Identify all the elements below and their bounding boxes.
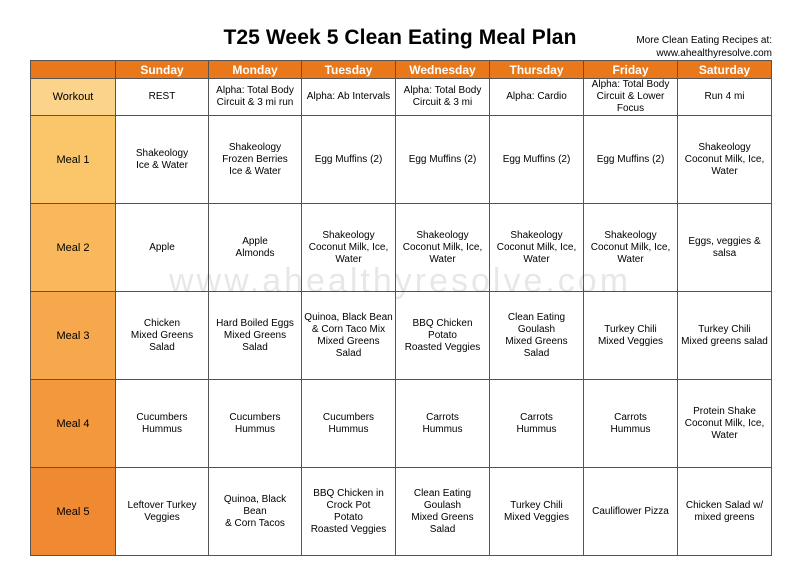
cell-line: Shakeology	[604, 229, 657, 241]
cell-line: Crock Pot	[326, 499, 371, 511]
plan-cell	[302, 292, 396, 380]
plan-cell	[678, 116, 772, 204]
cell-line: BBQ Chicken	[412, 317, 473, 329]
plan-cell	[490, 116, 584, 204]
cell-line: Carrots	[426, 411, 459, 423]
promo-url[interactable]: www.ahealthyresolve.com	[656, 48, 772, 59]
cell-line: Cucumbers	[136, 411, 188, 423]
plan-cell	[584, 468, 678, 556]
plan-cell	[584, 204, 678, 292]
row-label: Meal 3	[31, 292, 116, 380]
cell-line: Egg Muffins (2)	[502, 153, 571, 165]
cell-line: Hummus	[610, 423, 651, 435]
cell-line: Hummus	[516, 423, 557, 435]
plan-cell	[396, 292, 490, 380]
plan-cell	[396, 79, 490, 116]
plan-cell	[678, 468, 772, 556]
plan-cell	[209, 204, 302, 292]
cell-line: Mixed Veggies	[503, 511, 570, 523]
plan-cell	[678, 79, 772, 116]
cell-line: Coconut Milk, Ice,	[308, 241, 389, 253]
plan-cell	[209, 380, 302, 468]
cell-line: Turkey Chili	[510, 499, 563, 511]
plan-cell	[584, 116, 678, 204]
cell-line: Shakeology	[698, 141, 751, 153]
watermark: www.ahealthyresolve.com	[168, 262, 632, 300]
page-title: T25 Week 5 Clean Eating Meal Plan	[223, 26, 577, 49]
cell-line: Alpha: Total Body	[403, 85, 482, 96]
cell-line: Water	[711, 165, 738, 177]
plan-cell	[584, 292, 678, 380]
cell-line: Egg Muffins (2)	[314, 153, 383, 165]
cell-line: Mixed greens salad	[681, 335, 768, 347]
day-header: Thursday	[490, 61, 584, 79]
cell-line: Mixed Veggies	[597, 335, 664, 347]
cell-line: BBQ Chicken in	[313, 487, 384, 499]
row-label: Meal 2	[31, 204, 116, 292]
cell-line: Alpha: Total Body	[591, 79, 670, 90]
cell-line: Roasted Veggies	[310, 523, 387, 535]
cell-line: salsa	[712, 247, 737, 259]
cell-line: Shakeology	[510, 229, 563, 241]
cell-line: & Corn Taco Mix	[311, 323, 386, 335]
cell-line: Turkey Chili	[604, 323, 657, 335]
plan-cell	[302, 204, 396, 292]
cell-line: Coconut Milk, Ice,	[496, 241, 577, 253]
cell-line: Alpha: Total Body	[216, 85, 294, 96]
plan-cell	[584, 79, 678, 116]
corner-cell	[31, 61, 116, 79]
plan-cell	[116, 79, 209, 116]
cell-line: Mixed Greens Salad	[411, 511, 474, 535]
plan-cell	[678, 204, 772, 292]
cell-line: Potato	[428, 329, 457, 341]
cell-line: Coconut Milk, Ice,	[684, 417, 765, 429]
plan-cell	[209, 292, 302, 380]
plan-cell	[302, 79, 396, 116]
plan-cell	[116, 380, 209, 468]
cell-line: Mixed Greens Salad	[223, 329, 287, 353]
cell-line: Hummus	[141, 423, 182, 435]
day-header: Friday	[584, 61, 678, 79]
row-label: Meal 4	[31, 380, 116, 468]
plan-cell	[396, 468, 490, 556]
plan-cell	[116, 204, 209, 292]
day-header-row	[31, 61, 772, 79]
cell-line: Eggs, veggies &	[688, 235, 761, 247]
cell-line: Frozen Berries	[222, 153, 288, 165]
meal-plan-table	[30, 60, 772, 556]
cell-line: Alpha: Cardio	[506, 91, 567, 102]
cell-line: Shakeology	[228, 141, 282, 153]
cell-line: Veggies	[144, 511, 180, 523]
cell-line: Shakeology	[135, 147, 189, 159]
cell-line: Hummus	[328, 423, 369, 435]
cell-line: Alpha: Ab Intervals	[306, 91, 391, 102]
cell-line: Water	[429, 253, 456, 265]
meal-row	[31, 116, 772, 204]
day-header: Wednesday	[396, 61, 490, 79]
cell-line: Shakeology	[322, 229, 375, 241]
cell-line: Carrots	[520, 411, 553, 423]
cell-line: Clean Eating	[413, 487, 472, 499]
cell-line: Apple	[149, 241, 175, 253]
plan-cell	[490, 468, 584, 556]
cell-line: Water	[617, 253, 644, 265]
cell-line: Quinoa, Black Bean	[223, 493, 287, 517]
plan-cell	[116, 116, 209, 204]
cell-line: Carrots	[614, 411, 647, 423]
day-header: Saturday	[678, 61, 772, 79]
day-header: Tuesday	[302, 61, 396, 79]
cell-line: Hummus	[234, 423, 275, 435]
plan-cell	[302, 116, 396, 204]
meal-row	[31, 204, 772, 292]
plan-cell	[396, 116, 490, 204]
cell-line: Quinoa, Black Bean	[304, 311, 393, 323]
plan-cell	[209, 468, 302, 556]
cell-line: Ice & Water	[136, 159, 188, 171]
row-label: Workout	[31, 79, 116, 116]
cell-line: Hummus	[422, 423, 463, 435]
plan-cell	[490, 79, 584, 116]
meal-row	[31, 380, 772, 468]
cell-line: Circuit & Lower Focus	[596, 91, 665, 114]
cell-line: Run 4 mi	[704, 91, 745, 102]
cell-line: Mixed Greens Salad	[505, 335, 568, 359]
plan-cell	[396, 204, 490, 292]
promo-text	[636, 34, 772, 60]
plan-cell	[490, 292, 584, 380]
cell-line: Turkey Chili	[698, 323, 751, 335]
cell-line: Cauliflower Pizza	[592, 505, 669, 517]
plan-cell	[116, 468, 209, 556]
cell-line: Egg Muffins (2)	[596, 153, 665, 165]
cell-line: mixed greens	[694, 511, 755, 523]
plan-cell	[678, 380, 772, 468]
cell-line: Roasted Veggies	[404, 341, 481, 353]
cell-line: Circuit & 3 mi run	[216, 97, 294, 108]
row-label: Meal 1	[31, 116, 116, 204]
cell-line: Protein Shake	[693, 405, 756, 417]
day-header: Sunday	[116, 61, 209, 79]
row-label: Meal 5	[31, 468, 116, 556]
cell-line: Hard Boiled Eggs	[216, 317, 294, 329]
cell-line: Coconut Milk, Ice,	[684, 153, 765, 165]
cell-line: Mixed Greens Salad	[130, 329, 194, 353]
cell-line: Goulash	[423, 499, 462, 511]
cell-line: Circuit & 3 mi	[412, 97, 473, 108]
plan-cell	[490, 204, 584, 292]
cell-line: Coconut Milk, Ice,	[402, 241, 483, 253]
plan-cell	[209, 116, 302, 204]
plan-cell	[490, 380, 584, 468]
plan-cell	[396, 380, 490, 468]
cell-line: Shakeology	[416, 229, 469, 241]
promo-line: More Clean Eating Recipes at:	[636, 35, 772, 46]
cell-line: Water	[335, 253, 362, 265]
cell-line: Egg Muffins (2)	[408, 153, 477, 165]
cell-line: Chicken Salad w/	[685, 499, 764, 511]
cell-line: Goulash	[517, 323, 556, 335]
cell-line: Apple	[242, 235, 268, 247]
day-header: Monday	[209, 61, 302, 79]
plan-cell	[678, 292, 772, 380]
cell-line: Leftover Turkey	[127, 499, 197, 511]
cell-line: Almonds	[235, 247, 275, 259]
cell-line: REST	[148, 91, 176, 102]
plan-cell	[116, 292, 209, 380]
cell-line: Cucumbers	[322, 411, 375, 423]
cell-line: Cucumbers	[229, 411, 281, 423]
plan-cell	[302, 380, 396, 468]
plan-cell	[302, 468, 396, 556]
cell-line: Clean Eating	[507, 311, 566, 323]
cell-line: Coconut Milk, Ice,	[590, 241, 671, 253]
cell-line: Ice & Water	[229, 165, 281, 177]
cell-line: & Corn Tacos	[225, 517, 285, 529]
workout-row	[31, 79, 772, 116]
cell-line: Water	[711, 429, 738, 441]
cell-line: Water	[523, 253, 550, 265]
plan-cell	[209, 79, 302, 116]
cell-line: Potato	[334, 511, 363, 523]
meal-row	[31, 468, 772, 556]
cell-line: Mixed Greens Salad	[317, 335, 380, 359]
cell-line: Chicken	[143, 317, 181, 329]
meal-row	[31, 292, 772, 380]
plan-cell	[584, 380, 678, 468]
